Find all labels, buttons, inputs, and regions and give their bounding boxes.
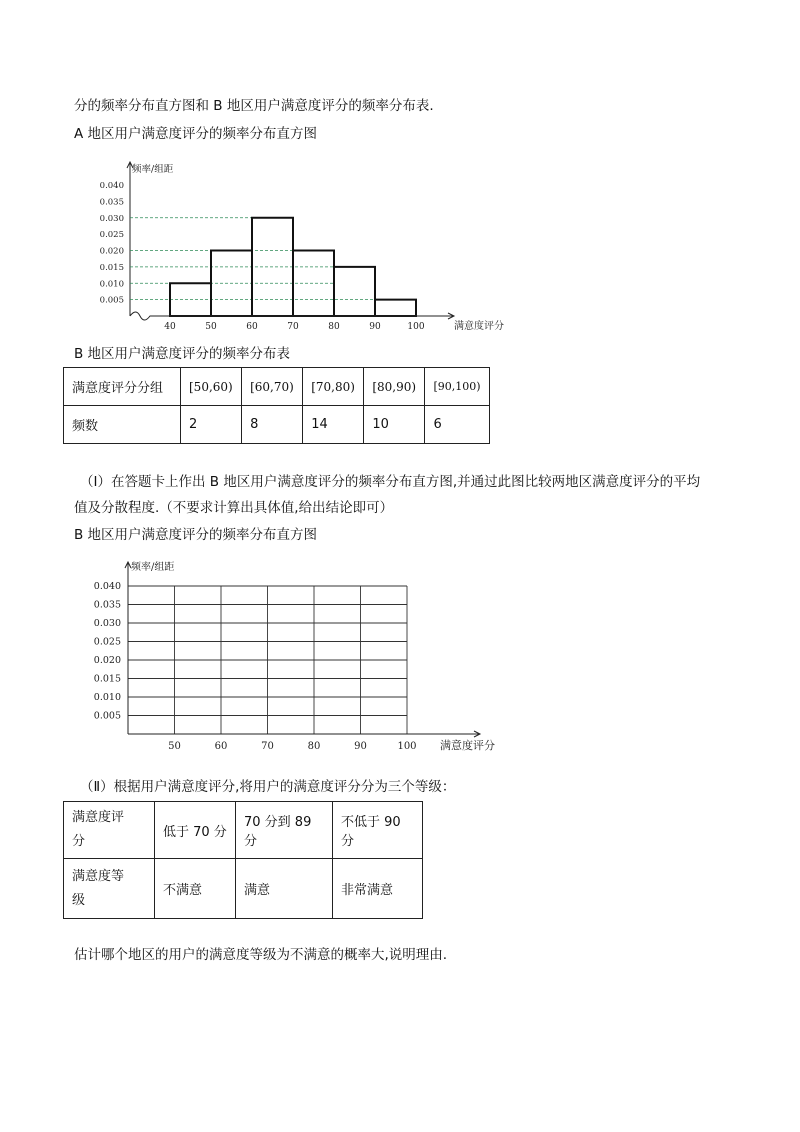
score-header-line-2: 分 [72, 834, 86, 849]
table-b-count-cell: 14 [303, 406, 364, 444]
table-b-group-cell: [60,70) [242, 368, 303, 406]
level-cell: 不满意 [155, 859, 236, 919]
y-tick-label: 0.040 [99, 181, 124, 191]
level-row [64, 859, 423, 919]
y-tick-label: 0.035 [93, 599, 121, 611]
y-tick-label: 0.035 [99, 197, 124, 208]
x-tick-label: 60 [246, 322, 258, 332]
x-axis-label: 满意度评分 [440, 739, 495, 752]
y-tick-label: 0.020 [93, 655, 121, 666]
final-question: 估计哪个地区的用户的满意度等级为不满意的概率大,说明理由. [74, 947, 448, 963]
table-b-row-header: 满意度评分分组 [64, 368, 181, 406]
table-b-count-header: 频数 [64, 406, 181, 444]
level-header-line-1: 满意度等 [72, 868, 125, 884]
frequency-table-b [63, 367, 490, 444]
score-range-cell: 不低于 90 分 [333, 802, 423, 859]
y-tick-label: 0.040 [93, 581, 121, 592]
y-tick-label: 0.030 [99, 213, 124, 224]
table-b-count-cell: 10 [364, 406, 425, 444]
y-tick-label: 0.005 [93, 710, 121, 722]
level-header-line-2: 级 [72, 892, 86, 908]
table-b-group-cell: [70,80) [303, 368, 364, 406]
level-cell: 满意 [236, 859, 333, 919]
level-cell: 非常满意 [333, 859, 423, 919]
y-tick-label: 0.025 [93, 636, 121, 648]
table-b-count-cell: 8 [242, 406, 303, 444]
table-b-group-cell: [80,90) [364, 368, 425, 406]
score-row [64, 802, 423, 859]
x-tick-label: 60 [214, 741, 228, 752]
y-tick-label: 0.015 [99, 262, 124, 273]
score-range-cell: 低于 70 分 [155, 802, 236, 859]
x-tick-label: 80 [307, 741, 321, 752]
table-b-count-cell: 2 [181, 406, 242, 444]
intro-line: 分的频率分布直方图和 B 地区用户满意度评分的频率分布表. [74, 98, 434, 114]
y-axis-label: 频率/组距 [132, 164, 174, 175]
table-b-count-row [64, 406, 490, 444]
level-header-cell [64, 859, 155, 919]
question-1-line-2: 值及分散程度.（不要求计算出具体值,给出结论即可） [74, 500, 394, 516]
y-tick-label: 0.010 [99, 279, 124, 290]
satisfaction-level-table [63, 801, 423, 919]
histogram-a [90, 152, 520, 340]
x-tick-label: 50 [168, 741, 181, 752]
table-b-group-row [64, 368, 490, 406]
question-1-line-1: （Ⅰ）在答题卡上作出 B 地区用户满意度评分的频率分布直方图,并通过此图比较两地区满意度评分的平均 [80, 474, 701, 490]
table-b-title: B 地区用户满意度评分的频率分布表 [74, 346, 291, 362]
y-tick-label: 0.010 [93, 692, 121, 703]
score-range-cell: 70 分到 89 分 [236, 802, 333, 859]
chart-a-title: A 地区用户满意度评分的频率分布直方图 [74, 126, 318, 142]
x-tick-label: 100 [407, 322, 425, 332]
y-tick-label: 0.020 [99, 246, 124, 257]
y-tick-label: 0.025 [99, 230, 124, 241]
table-b-group-cell: [90,100) [425, 368, 490, 406]
x-tick-label: 70 [261, 741, 274, 752]
score-header-cell [64, 802, 155, 859]
x-axis-label: 满意度评分 [454, 321, 504, 332]
question-2-line: （Ⅱ）根据用户满意度评分,将用户的满意度评分分为三个等级： [80, 779, 456, 795]
chart-b-title: B 地区用户满意度评分的频率分布直方图 [74, 527, 318, 543]
x-tick-label: 90 [354, 741, 367, 752]
table-b-count-cell: 6 [425, 406, 490, 444]
x-tick-label: 50 [205, 322, 217, 332]
histogram-bar [375, 300, 416, 316]
y-axis-label: 频率/组距 [131, 562, 175, 573]
x-tick-label: 100 [397, 741, 417, 752]
histogram-b-grid [88, 556, 518, 756]
x-tick-label: 80 [328, 322, 340, 332]
y-tick-label: 0.015 [93, 673, 121, 685]
y-tick-label: 0.030 [93, 618, 121, 629]
table-b-group-cell: [50,60) [181, 368, 242, 406]
x-tick-label: 90 [369, 322, 381, 332]
score-header-line-1: 满意度评 [72, 810, 125, 825]
y-tick-label: 0.005 [99, 295, 124, 306]
x-tick-label: 40 [164, 322, 176, 332]
x-tick-label: 70 [287, 322, 299, 332]
histogram-bar [334, 267, 375, 316]
